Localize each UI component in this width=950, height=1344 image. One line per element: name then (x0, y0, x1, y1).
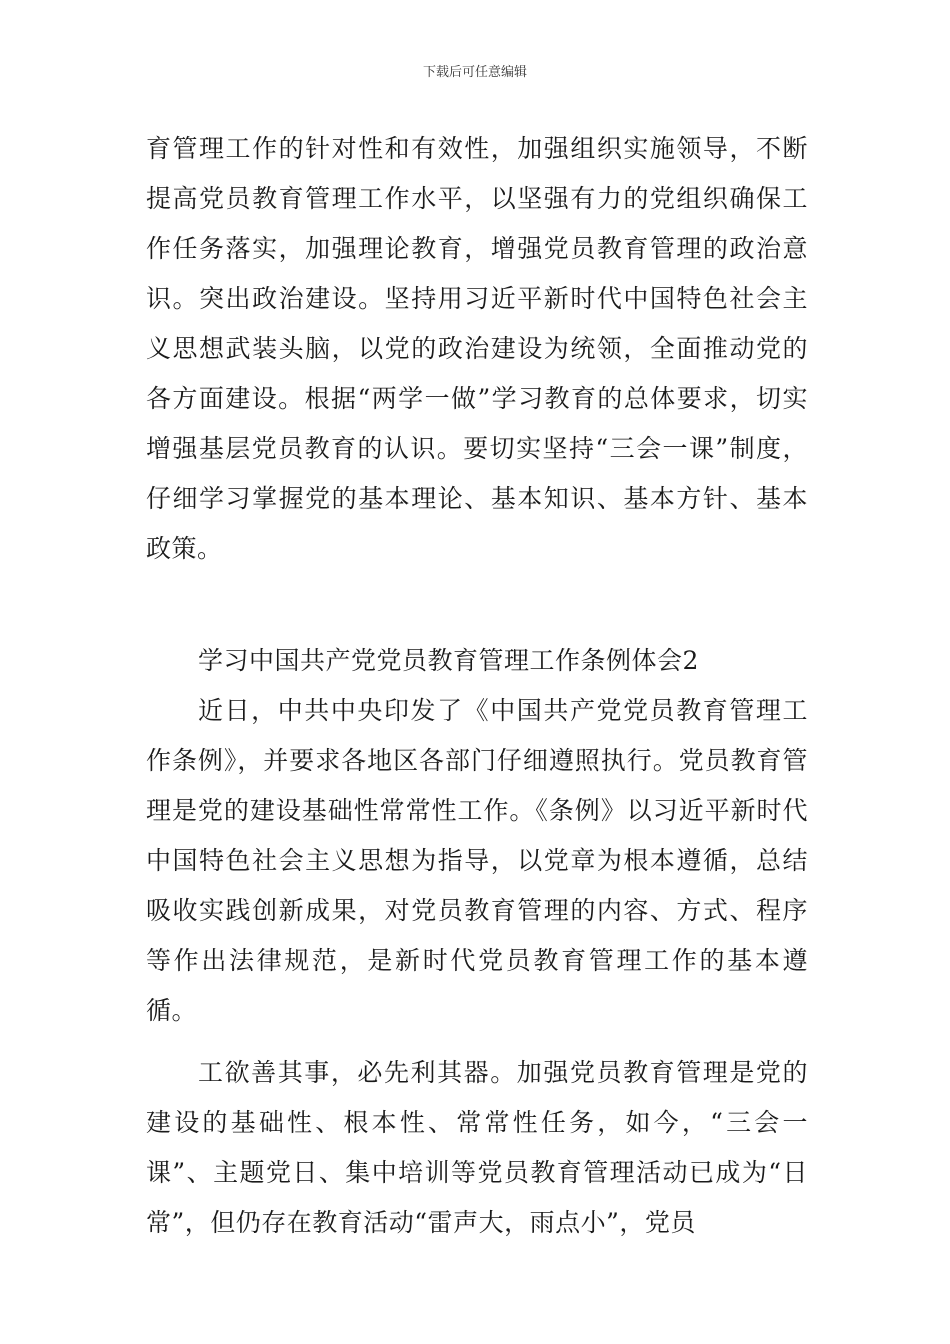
section-spacer (146, 574, 808, 636)
section-title: 学习中国共产党党员教育管理工作条例体会2 (198, 646, 699, 675)
paragraph-3: 工欲善其事，必先利其器。加强党员教育管理是党的建设的基础性、根本性、常常性任务，如今，“三会一课”、主题党日、集中培训等党员教育管理活动已成为“日常”，但仍存在教育活动“雷声大，雨点小”，党员 (146, 1058, 808, 1237)
document-body (146, 124, 808, 1248)
paragraph-1: 育管理工作的针对性和有效性，加强组织实施领导，不断提高党员教育管理工作水平，以坚强有力的党组织确保工作任务落实，加强理论教育，增强党员教育管理的政治意识。突出政治建设。坚持用习近平新时代中国特色社会主义思想武装头脑，以党的政治建设为统领，全面推动党的各方面建设。根据“两学一做”学习教育的总体要求，切实增强基层党员教育的认识。要切实坚持“三会一课”制度，仔细学习掌握党的基本理论、基本知识、基本方针、基本政策。 (146, 134, 808, 563)
paragraph-2: 近日，中共中央印发了《中国共产党党员教育管理工作条例》，并要求各地区各部门仔细遵照执行。党员教育管理是党的建设基础性常常性工作。《条例》以习近平新时代中国特色社会主义思想为指导，以党章为根本遵循，总结吸收实践创新成果，对党员教育管理的内容、方式、程序等作出法律规范，是新时代党员教育管理工作的基本遵循。 (146, 696, 808, 1025)
paragraph-spacer (146, 1036, 808, 1048)
page-header: 下载后可任意编辑 (422, 65, 527, 80)
